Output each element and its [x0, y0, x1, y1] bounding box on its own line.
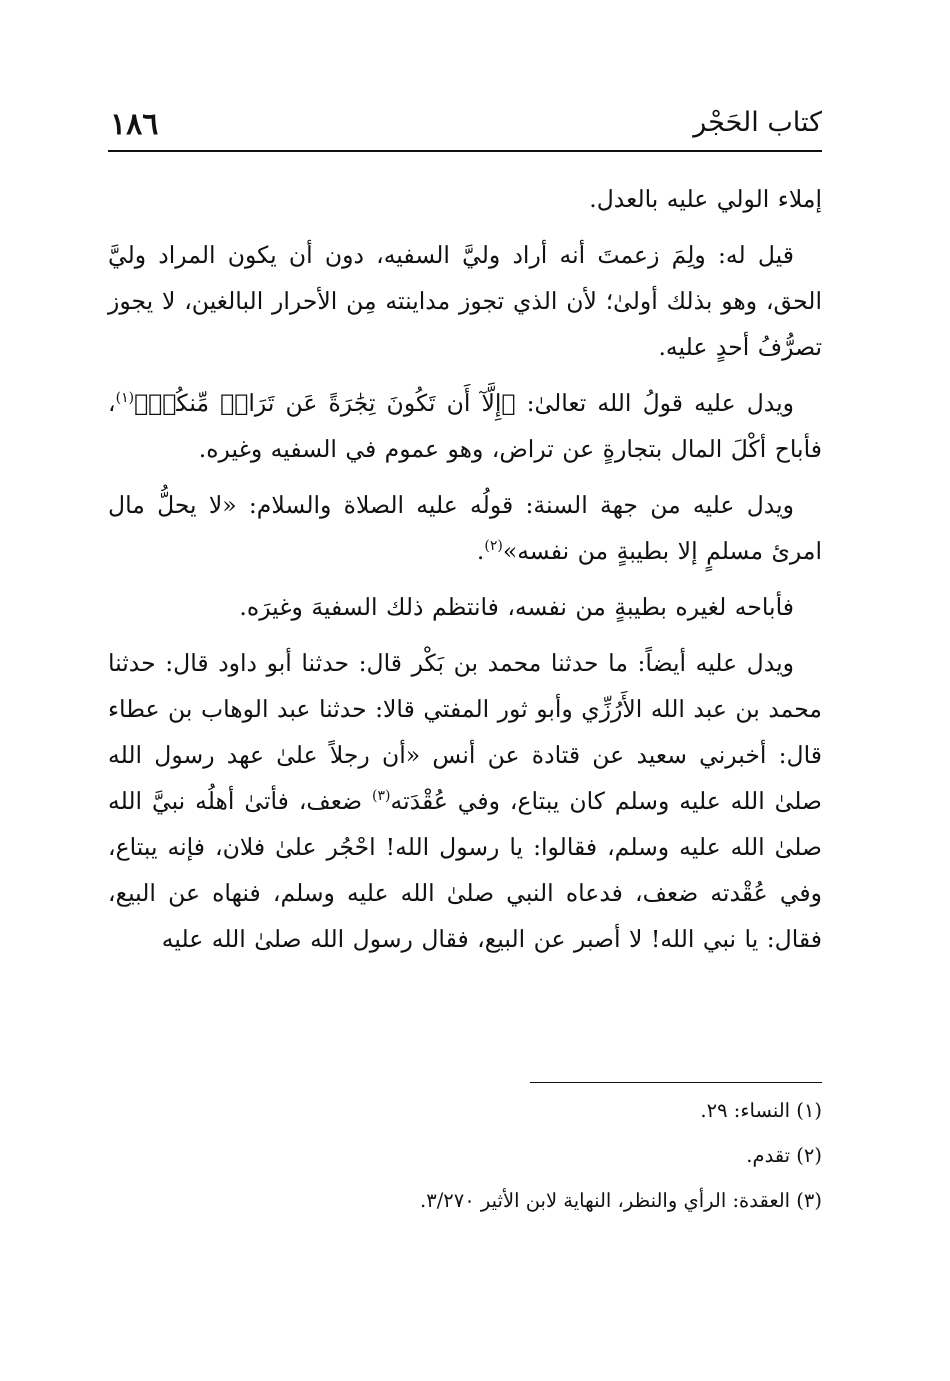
page-header: [108, 104, 822, 152]
footnote-2: (٢) تقدم.: [746, 1144, 822, 1167]
paragraph-text-before: ويدل عليه أيضاً: ما حدثنا محمد بن بَكْر قال: حدثنا أبو داود قال: حدثنا محمد بن عبد الله الأَرُزِّي وأبو ثور المفتي قالا: حدثنا عبد الوهاب بن عطاء قال: أخبرني سعيد عن قتادة عن أنس «أن رجلاً علىٰ عهد رسول الله صلىٰ الله عليه وسلم كان يبتاع، وفي عُقْدَته: [108, 649, 823, 815]
main-text: [108, 176, 822, 972]
paragraph-objection: قيل له: ولِمَ زعمتَ أنه أراد وليَّ السفيه، دون أن يكون المراد وليَّ الحق، وهو بذلك أولىٰ؛ لأن الذي تجوز مداينته مِن الأحرار البالغين، لا يجوز تصرُّفُ أحدٍ عليه.: [108, 241, 822, 361]
paragraph-text-before: ويدل عليه من جهة السنة: قولُه عليه الصلاة والسلام: «لا يحلُّ مال امرئ مسلمٍ إلا بطيبةٍ من نفسه»: [108, 491, 822, 565]
paragraph-text-before: ويدل عليه قولُ الله تعالىٰ:: [515, 389, 794, 417]
paragraph-sunnah-evidence: [108, 482, 822, 574]
footnote-1: (١) النساء: ٢٩.: [700, 1099, 822, 1122]
paragraph-text-after: .: [476, 537, 485, 565]
footnote-ref-3: (٣): [372, 788, 391, 805]
footnote-ref-2: (٢): [484, 538, 503, 555]
footnotes: [222, 1098, 822, 1233]
footnote-ref-1: (١): [115, 390, 135, 407]
paragraph-quran-evidence: [108, 380, 822, 472]
page-number: ١٨٦: [110, 107, 159, 142]
paragraph-text-after: ، فأباح أكْلَ المال بتجارةٍ عن تراض، وهو عموم في السفيه وغيره.: [108, 389, 822, 463]
paragraph-conclusion: فأباحه لغيره بطيبةٍ من نفسه، فانتظم ذلك السفيهَ وغيرَه.: [239, 593, 794, 621]
paragraph-hadith-chain: [108, 640, 822, 962]
quran-verse: ﴿إِلَّآ أَن تَكُونَ تِجَٰرَةً عَن تَرَاضٖ مِّنكُمۡ﴾: [134, 389, 516, 417]
running-title: كتاب الحَجْر: [693, 107, 822, 138]
footnote-3: (٣) العقدة: الرأي والنظر، النهاية لابن الأثير ٣/٢٧٠.: [420, 1189, 822, 1212]
paragraph-continuation: إملاء الولي عليه بالعدل.: [589, 185, 822, 213]
paragraph-text-after: ضعف، فأتىٰ أهلُه نبيَّ الله صلىٰ الله عليه وسلم، فقالوا: يا رسول الله! احْجُر علىٰ فلان، فإنه يبتاع، وفي عُقْدته ضعف، فدعاه النبي صلىٰ الله عليه وسلم، فنهاه عن البيع، فقال: يا نبي الله! لا أصبر عن البيع، فقال رسول الله صلىٰ الله عليه: [108, 787, 822, 953]
footnote-divider: [530, 1082, 822, 1083]
